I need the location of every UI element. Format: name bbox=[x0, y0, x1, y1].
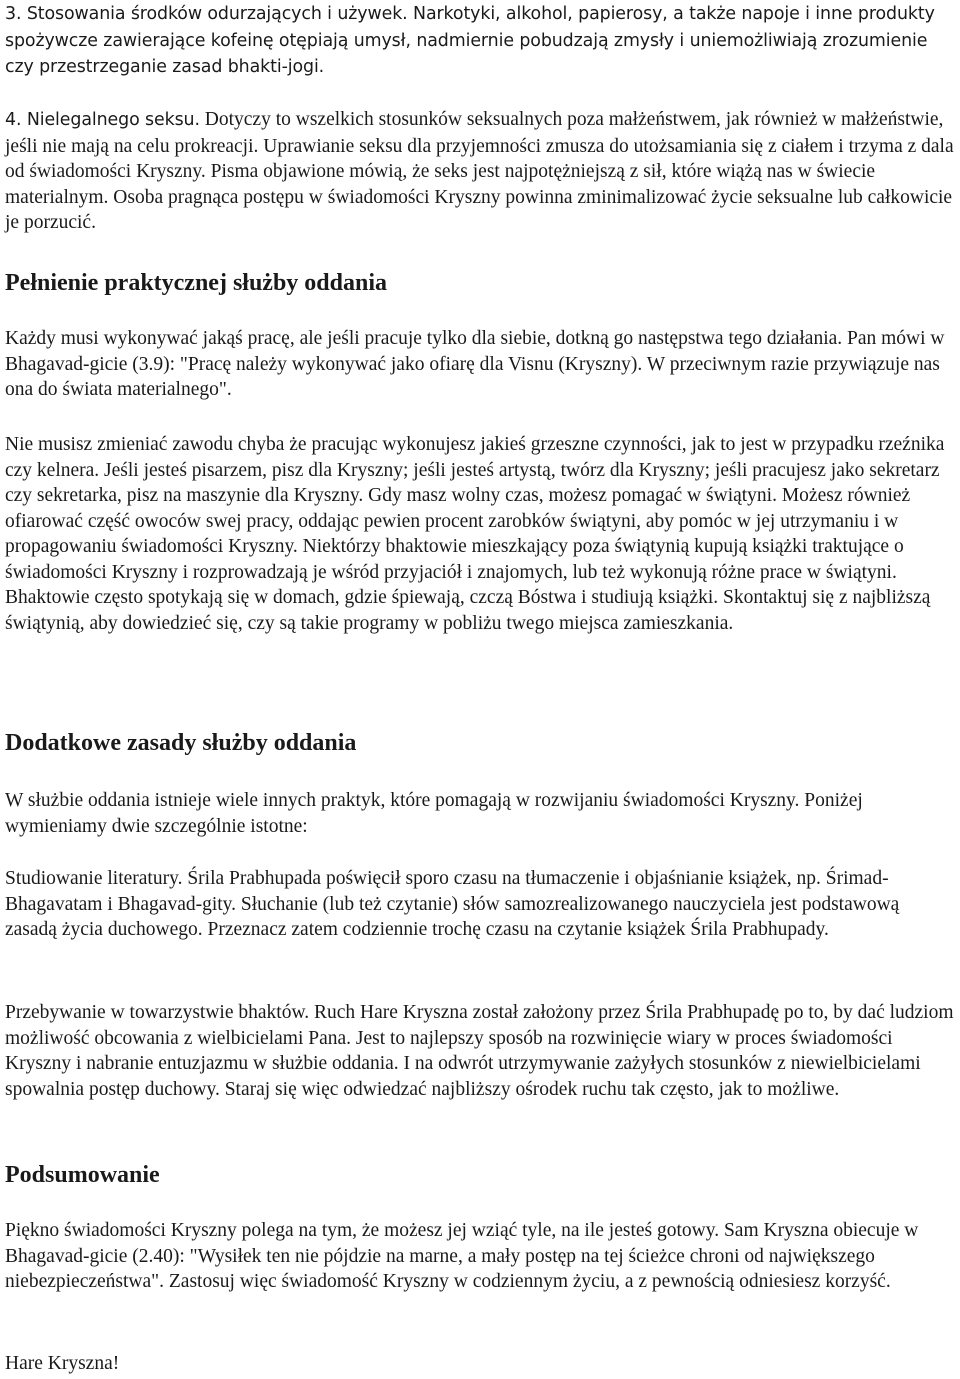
section1-paragraph-2: Nie musisz zmieniać zawodu chyba że pracując wykonujesz jakieś grzeszne czynności, jak to jest w przypadku rzeźnika czy kelnera. Jeśli jesteś pisarzem, pisz dla Kryszny; jeśli jesteś artystą, twórz dla Kryszny; jeśli pracujesz jako sekretarz czy sekretarka, pisz na maszynie dla Kryszny. Gdy masz wolny czas, możesz pomagać w świątyni. Możesz również ofiarować część owoców swej pracy, oddając pewien procent zarobków świątyni, aby pomóc w jej utrzymaniu i w propagowaniu świadomości Kryszny. Niektórzy bhaktowie mieszkający poza świątynią kupują książki traktujące o świadomości Kryszny i rozprowadzają je wśród przyjaciół i znajomych, lub też wykonują różne prace w świątyni. Bhaktowie często spotykają się w domach, gdzie śpiewają, czczą Bóstwa i studiują książki. Skontaktuj się z najbliższą świątynią, aby dowiedzieć się, czy są takie programy w pobliżu twego miejsca zamieszkania. bbox=[5, 434, 945, 634]
list-item-4-lead: 4. Nielegalnego seksu. bbox=[5, 110, 200, 130]
section2-paragraph-3: Przebywanie w towarzystwie bhaktów. Ruch Hare Kryszna został założony przez Śrila Prabhupadę po to, by dać ludziom możliwość obcowania z wielbicielami Pana. Jest to najlepszy sposób na rozwinięcie wiary w proces świadomości Kryszny i nabranie entuzjazmu w służbie oddania. I na odwrót utrzymywanie zażyłych stosunków z niewielbicielami spowalnia postęp duchowy. Staraj się więc odwiedzać najbliższy ośrodek ruchu tak często, jak to możliwe. bbox=[5, 1002, 954, 1100]
section-heading-praktyczna-sluzba: Pełnienie praktycznej służby oddania bbox=[5, 270, 388, 296]
section-heading-podsumowanie: Podsumowanie bbox=[5, 1162, 160, 1188]
list-item-3-text: Narkotyki, alkohol, papierosy, a także napoje i inne produkty spożywcze zawierające kofeinę otępiają umysł, nadmiernie pobudzają zmysły i uniemożliwiają zrozumienie czy przestrzeganie zasad bhakti-jogi. bbox=[5, 4, 935, 77]
section2-paragraph-1: W służbie oddania istnieje wiele innych praktyk, które pomagają w rozwijaniu świadomości Kryszny. Poniżej wymieniamy dwie szczególnie istotne: bbox=[5, 790, 863, 837]
section3-paragraph-1: Piękno świadomości Kryszny polega na tym, że możesz jej wziąć tyle, na ile jesteś gotowy. Sam Kryszna obiecuje w Bhagavad-gicie (2.40): "Wysiłek ten nie pójdzie na marne, a mały postęp na tej ścieżce chroni od największego niebezpieczeństwa". Zastosuj więc świadomość Kryszny w codziennym życiu, a z pewnością odniesiesz korzyść. bbox=[5, 1220, 919, 1292]
list-item-3-lead: 3. Stosowania środków odurzających i używek. bbox=[5, 4, 408, 24]
closing-line: Hare Kryszna! bbox=[5, 1353, 120, 1374]
list-item-4 bbox=[5, 107, 956, 236]
section2-paragraph-2: Studiowanie literatury. Śrila Prabhupada poświęcił sporo czasu na tłumaczenie i objaśnianie książek, np. Śrimad-Bhagavatam i Bhagavad-gity. Słuchanie (lub też czytanie) słów samozrealizowanego nauczyciela jest podstawową zasadą życia duchowego. Przeznacz zatem codziennie trochę czasu na czytanie książek Śrila Prabhupady. bbox=[5, 868, 900, 940]
list-item-4-text: Dotyczy to wszelkich stosunków seksualnych poza małżeństwem, jak również w małżeństwie, jeśli nie mają na celu prokreacji. Uprawianie seksu dla przyjemności zmusza do utożsamiania się z ciałem i trzyma z dala od świadomości Kryszny. Pisma objawione mówią, że seks jest najpotężniejszą z sił, które wiążą nas w świecie materialnym. Osoba pragnąca postępu w świadomości Kryszny powinna zminimalizować życie seksualne lub całkowicie je porzucić. bbox=[5, 109, 954, 233]
section-heading-dodatkowe-zasady: Dodatkowe zasady służby oddania bbox=[5, 730, 357, 756]
list-item-3 bbox=[5, 1, 956, 81]
section1-paragraph-1: Każdy musi wykonywać jakąś pracę, ale jeśli pracuje tylko dla siebie, dotkną go następstwa tego działania. Pan mówi w Bhagavad-gicie (3.9): "Pracę należy wykonywać jako ofiarę dla Visnu (Kryszny). W przeciwnym razie przywiązuje nas ona do świata materialnego". bbox=[5, 328, 945, 400]
